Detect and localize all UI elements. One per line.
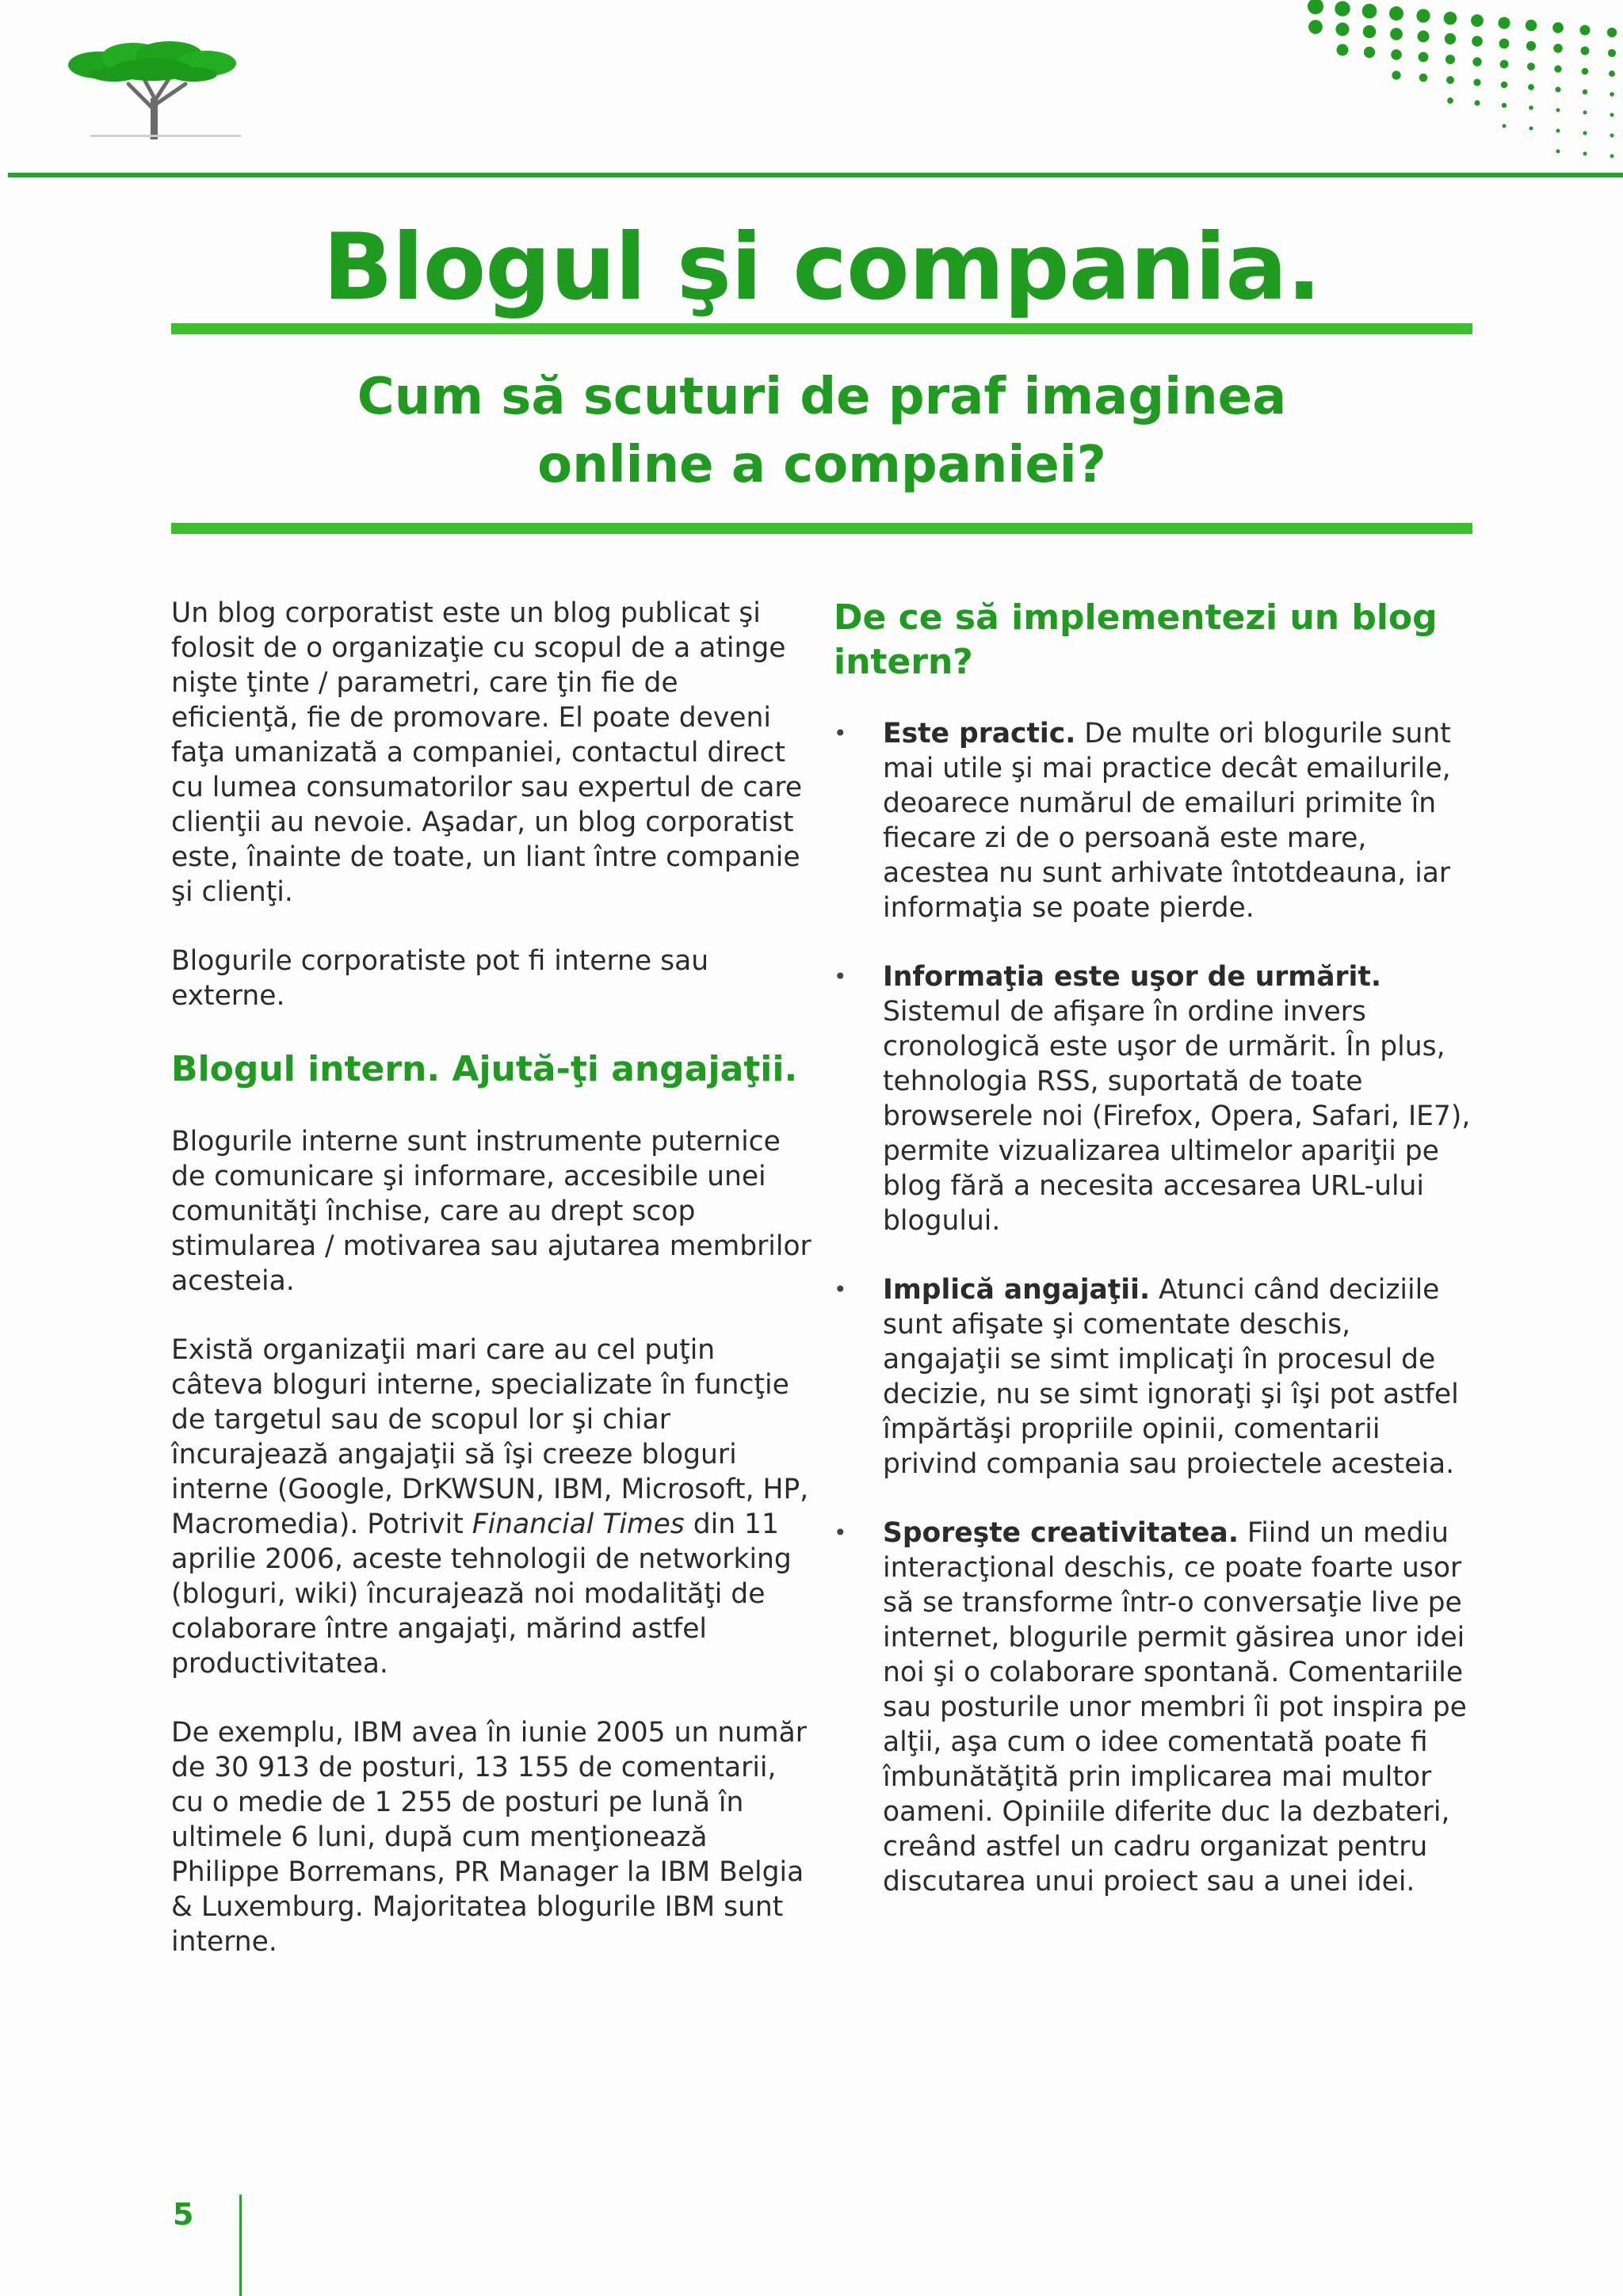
decor-dot xyxy=(1337,44,1349,56)
decor-dot xyxy=(1556,129,1560,133)
decor-dot xyxy=(1472,36,1483,47)
decor-dot xyxy=(1499,39,1510,49)
subtitle-rule xyxy=(171,523,1472,534)
decor-dot xyxy=(1362,4,1377,19)
right-column xyxy=(834,596,1476,1933)
page-title: Blogul şi compania. xyxy=(323,214,1321,321)
internal-blog-paragraph: Blogurile interne sunt instrumente puternice de comunicare şi informare, accesibile unei comunităţi închise, care au drept scop stimularea / motivarea sau ajutarea membrilor acesteia. xyxy=(171,1126,812,1297)
decor-dot xyxy=(1389,6,1403,21)
decor-dot xyxy=(1444,12,1457,25)
decor-dot xyxy=(1498,17,1510,29)
bullet-icon: • xyxy=(834,963,847,990)
decor-dot xyxy=(1609,71,1615,77)
decor-dot xyxy=(1582,68,1589,75)
decor-dot xyxy=(1556,150,1560,154)
decor-dot xyxy=(1391,49,1402,60)
decor-dot xyxy=(1335,1,1350,16)
decor-dot xyxy=(1364,47,1375,58)
decor-dot xyxy=(1308,0,1323,14)
decor-dot xyxy=(1583,111,1587,115)
page-subtitle: Cum să scuturi de praf imaginea online a companiei? xyxy=(357,368,1287,494)
decor-dot xyxy=(1416,9,1430,22)
organizations-paragraph: Există organizaţii mari care au cel puţin câteva bloguri interne, specializate în funcţie de targetul sau de scopul lor şi chiar încurajează angajaţii să îşi creeze bloguri interne (Google, DrKWSUN, IBM, Microsoft, HP, Macromedia). Potrivit Financial Times din 11 aprilie 2006, aceste tehnologii de networking (bloguri, wiki) încurajează noi modalităţi de colaborare între angajaţi, mărind astfel productivitatea. xyxy=(171,1334,809,1680)
decor-dot xyxy=(1610,92,1614,97)
decor-dot xyxy=(1555,86,1560,92)
decor-dot xyxy=(1553,44,1563,53)
decor-dot xyxy=(1583,152,1587,156)
decor-dot xyxy=(1529,127,1533,131)
decor-dot xyxy=(1526,41,1536,51)
decor-dot xyxy=(1607,28,1617,37)
list-item: • Sporeşte creativitatea. Fiind un mediu interacţional deschis, ce poate foarte usor să se transforme într-o conversaţie live pe internet, blogurile permit găsirea unor idei noi şi o colaborare spontană. Comentariile sau posturile unor membri îi pot inspira pe alţii, aşa cum o idee comentată poate fi îmbunătăţită prin implicarea mai multor oameni. Opiniile diferite duc la dezbateri, creând astfel un cadru organizat pentru discutarea unui proiect sau a unei idei. xyxy=(834,1517,1467,1897)
title-rule xyxy=(171,323,1472,334)
decor-dot xyxy=(1502,103,1507,108)
decor-dot xyxy=(1526,20,1537,31)
decor-dot xyxy=(1390,28,1403,40)
decor-dot xyxy=(1581,47,1590,55)
decor-dot xyxy=(1472,57,1481,66)
decor-dot xyxy=(1447,97,1453,104)
page-number: 5 xyxy=(173,2197,194,2232)
decor-dot xyxy=(1471,14,1484,27)
ibm-example-paragraph: De exemplu, IBM avea în iunie 2005 un număr de 30 913 de posturi, 13 155 de comentarii, cu o medie de 1 255 de posturi pe lună în ultimele 6 luni, după cum menţionează Philippe Borremans, PR Manager la IBM Belgia & Luxemburg. Majoritatea blogurile IBM sunt interne. xyxy=(171,1717,807,1958)
decor-dot xyxy=(1503,124,1507,128)
decor-dot xyxy=(1475,101,1480,106)
decor-dot xyxy=(1363,25,1376,38)
decor-dot xyxy=(1580,25,1591,36)
green-dot-pattern xyxy=(1292,0,1623,166)
decor-dot xyxy=(1335,22,1349,36)
decor-dot xyxy=(1500,60,1509,69)
bullet-icon: • xyxy=(834,1276,847,1302)
decor-dot xyxy=(1610,154,1614,158)
section-heading-internal-blog: Blogul intern. Ajută-ţi angajaţii. xyxy=(171,1049,798,1089)
decor-dot xyxy=(1445,55,1455,64)
list-item: • Informaţia este uşor de urmărit. Sistemul de afişare în ordine invers cronologică este uşor de urmărit. În plus, tehnologia RSS, suportată de toate browserele noi (Firefox, Opera, Safari, IE7), permite vizualizarea ultimelor apariţii pe blog fără a necesita accesarea URL-ului blogului. xyxy=(834,961,1471,1237)
decor-dot xyxy=(1529,105,1533,110)
decor-dot xyxy=(1501,82,1508,89)
decor-dot xyxy=(1419,52,1429,63)
list-item: • Este practic. De multe ori blogurile sunt mai utile şi mai practice decât emailurile, deoarece numărul de emailuri primite în fiecare zi de o persoană este mare, acestea nu sunt arhivate întotdeauna, iar informaţia se poate pierde. xyxy=(834,718,1451,924)
decor-dot xyxy=(1608,49,1616,57)
section-heading-why-internal-blog: De ce să implementezi un blog intern? xyxy=(834,597,1438,682)
bullet-icon: • xyxy=(834,720,847,746)
decor-dot xyxy=(1554,65,1561,72)
decor-dot xyxy=(1583,90,1587,94)
benefits-list xyxy=(834,716,1476,1899)
intro-paragraph: Un blog corporatist este un blog publicat şi folosit de o organizaţie cu scopul de a atinge nişte ţinte / parametri, care ţin fie de eficienţă, fie de promovare. El poate deveni faţa umanizată a companiei, contactul direct cu lumea consumatorilor sau expertul de care clienţii au nevoie. Aşadar, un blog corporatist este, înainte de toate, un liant între companie şi clienţi. xyxy=(171,597,803,908)
decor-dot xyxy=(1445,33,1456,44)
decor-dot xyxy=(1473,78,1480,86)
blog-types-paragraph: Blogurile corporatiste pot fi interne sau externe. xyxy=(171,945,709,1012)
decor-dot xyxy=(1446,76,1454,84)
decor-dot xyxy=(1308,20,1323,34)
decor-dot xyxy=(1583,132,1587,135)
decor-dot xyxy=(1528,84,1534,90)
decor-dot xyxy=(1392,71,1400,79)
bullet-icon: • xyxy=(834,1520,847,1546)
decor-dot xyxy=(1418,31,1430,43)
header-rule xyxy=(8,173,1623,177)
left-column xyxy=(171,596,813,1993)
decor-dot xyxy=(1610,113,1614,117)
decor-dot xyxy=(1610,134,1614,138)
decor-dot xyxy=(1419,74,1428,82)
footer-rule xyxy=(239,2195,242,2296)
publication-name: Financial Times xyxy=(472,1508,685,1540)
decor-dot xyxy=(1552,22,1564,33)
acacia-tree-icon xyxy=(67,38,241,139)
list-item: • Implică angajaţii. Atunci când deciziile sunt afişate şi comentate deschis, angajaţii se simt implicaţi în procesul de decizie, nu se simt ignoraţi şi îşi pot astfel împărtăşi propriile opinii, comentarii privind compania sau proiectele acesteia. xyxy=(834,1274,1459,1480)
decor-dot xyxy=(1527,63,1535,71)
decor-dot xyxy=(1556,109,1560,113)
